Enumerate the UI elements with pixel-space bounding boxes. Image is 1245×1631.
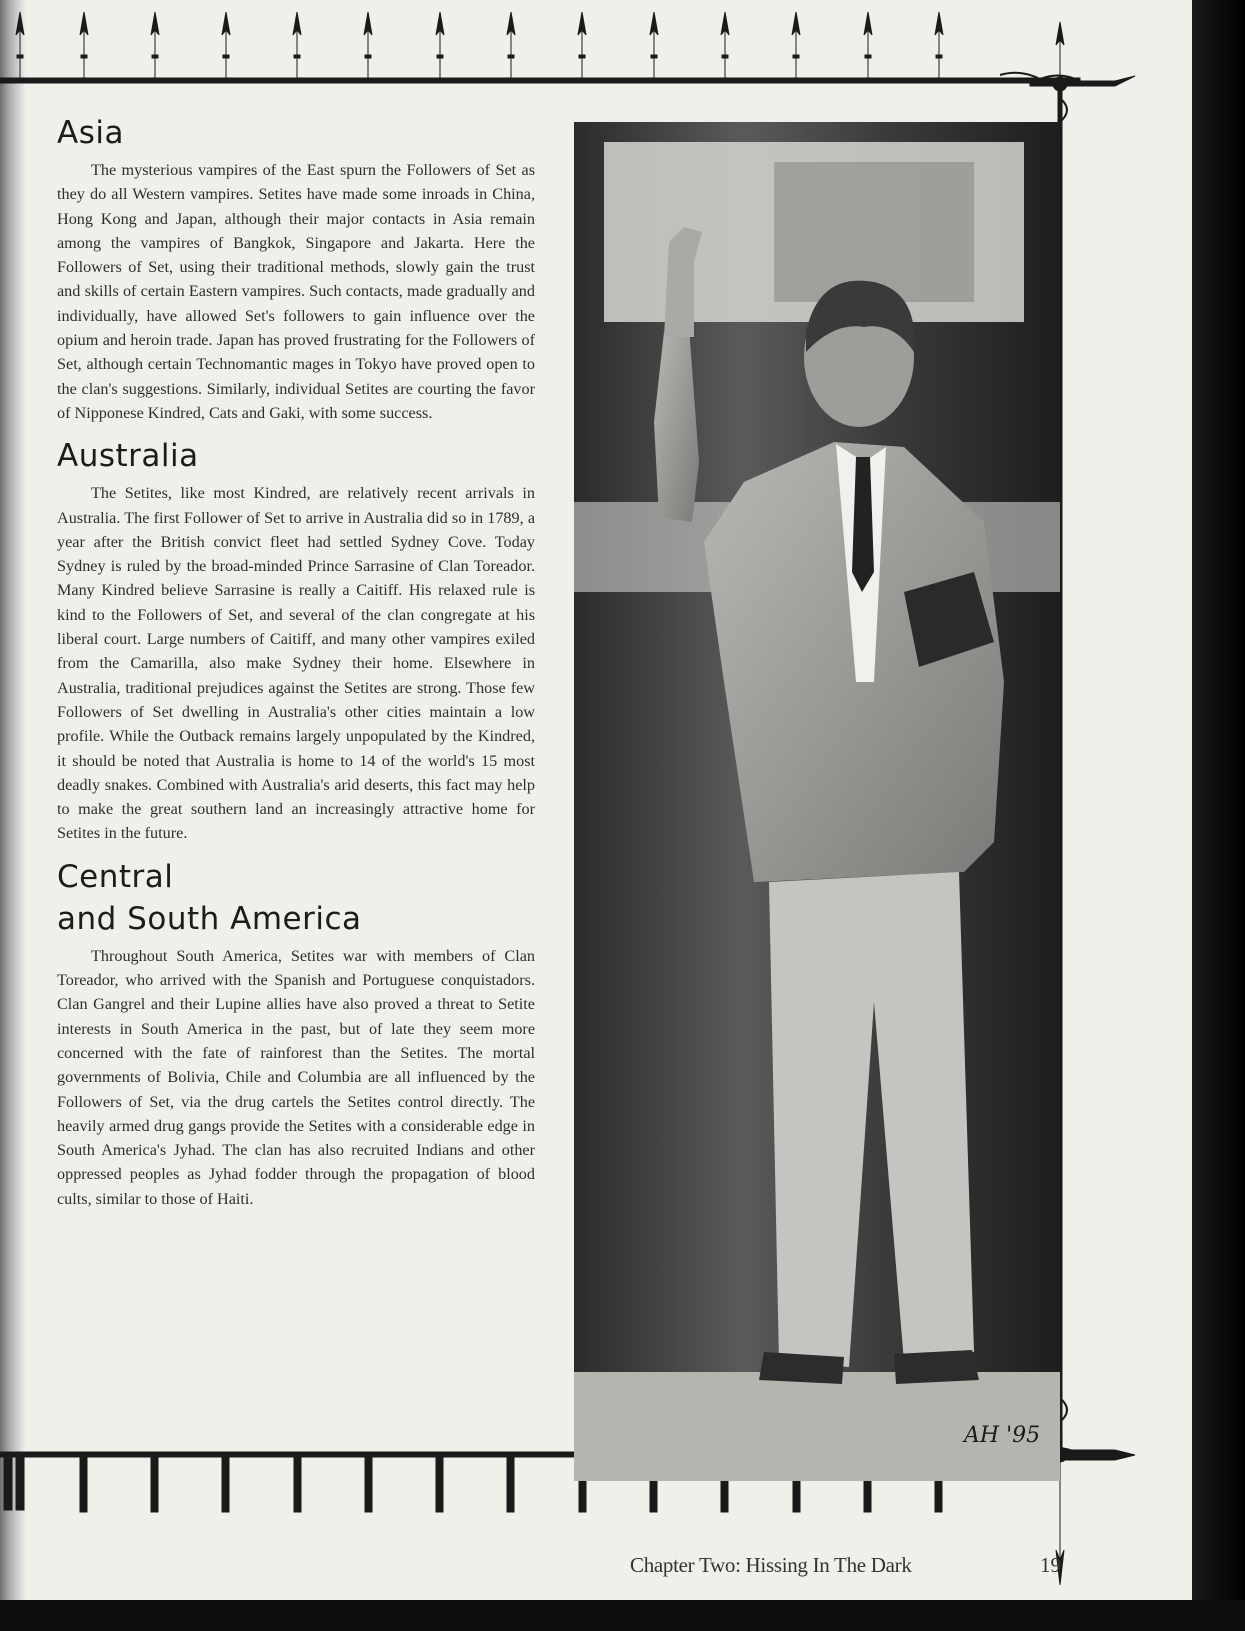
scan-edge-bottom — [0, 1600, 1245, 1631]
heading-line-2: and South America — [57, 900, 362, 937]
text-column — [57, 112, 535, 1221]
section-asia — [57, 112, 535, 425]
left-shoe — [759, 1352, 844, 1384]
right-shoe — [894, 1350, 979, 1384]
artist-signature: AH '95 — [964, 1423, 1041, 1448]
section-paragraph: The mysterious vampires of the East spurn the Followers of Set as they do all Western vampires. Setites have made some inroads in China, Hong Kong and Japan, although their major contacts in Asia remain among the vampires of Bangkok, Singapore and Jakarta. Here the Followers of Set, using their traditional methods, slowly gain the trust and skills of certain Eastern vampires. Such contacts, made gradually and individually, have allowed Set's followers to gain influence over the opium and heroin trade. Japan has proved frustrating for the Followers of Set, although certain Technomantic mages in Tokyo have proved open to the clan's suggestions. Similarly, individual Setites are courting the favor of Nipponese Kindred, Cats and Gaki, with some success. — [57, 161, 535, 422]
chapter-title: Chapter Two: Hissing In The Dark — [630, 1553, 912, 1577]
top-rail — [0, 78, 1080, 83]
page-number: 19 — [1040, 1553, 1061, 1577]
section-heading — [57, 856, 535, 940]
section-paragraph: Throughout South America, Setites war with members of Clan Toreador, who arrived with the Spanish and Portuguese conquistadors. Clan Gangrel and their Lupine allies have also proved a threat to Setite interests in South America in the past, but of late they seem more concerned with the fate of rainforest than the Setites. The mortal governments of Bolivia, Chile and Columbia are all influenced by the Followers of Set, via the drug cartels the Setites control directly. The heavily armed drug gangs provide the Setites with a considerable edge in South America's Jyhad. The clan has also recruited Indians and other oppressed peoples as Jyhad fodder through the propagation of blood cults, similar to those of Haiti. — [57, 946, 535, 1208]
heading-line-1: Central — [57, 858, 174, 895]
section-paragraph: The Setites, like most Kindred, are relatively recent arrivals in Australia. The first Follower of Set to arrive in Australia did so in 1789, a year after the British convict fleet had settled Sydney Cove. Today Sydney is ruled by the broad-minded Prince Sarrasine of Clan Toreador. Many Kindred believe Sarrasine is really a Caitiff. His relaxed rule is kind to the Followers of Set, and several of the clan congregate at his liberal court. Large numbers of Caitiff, and many other vampires exiled from the Camarilla, also make Sydney their home. Elsewhere in Australia, traditional prejudices against the Setites are strong. Those few Followers of Set dwelling in Australia's other cities maintain a low profile. While the Outback remains largely unpopulated by the Kindred, it should be noted that Australia is home to 14 of the world's 15 most deadly snakes. Combined with Australia's arid deserts, this fact may help to make the great southern land an increasingly attractive home for Setites in the future. — [57, 484, 535, 843]
section-heading: Australia — [57, 438, 199, 475]
necktie — [852, 457, 874, 592]
section-central-south-america — [57, 856, 535, 1211]
window-frame — [774, 162, 974, 302]
section-australia — [57, 435, 535, 845]
top-spikes — [16, 12, 1064, 82]
section-heading: Asia — [57, 115, 124, 151]
scan-edge-right — [1192, 0, 1245, 1631]
illustration-man-with-book — [574, 122, 1060, 1481]
